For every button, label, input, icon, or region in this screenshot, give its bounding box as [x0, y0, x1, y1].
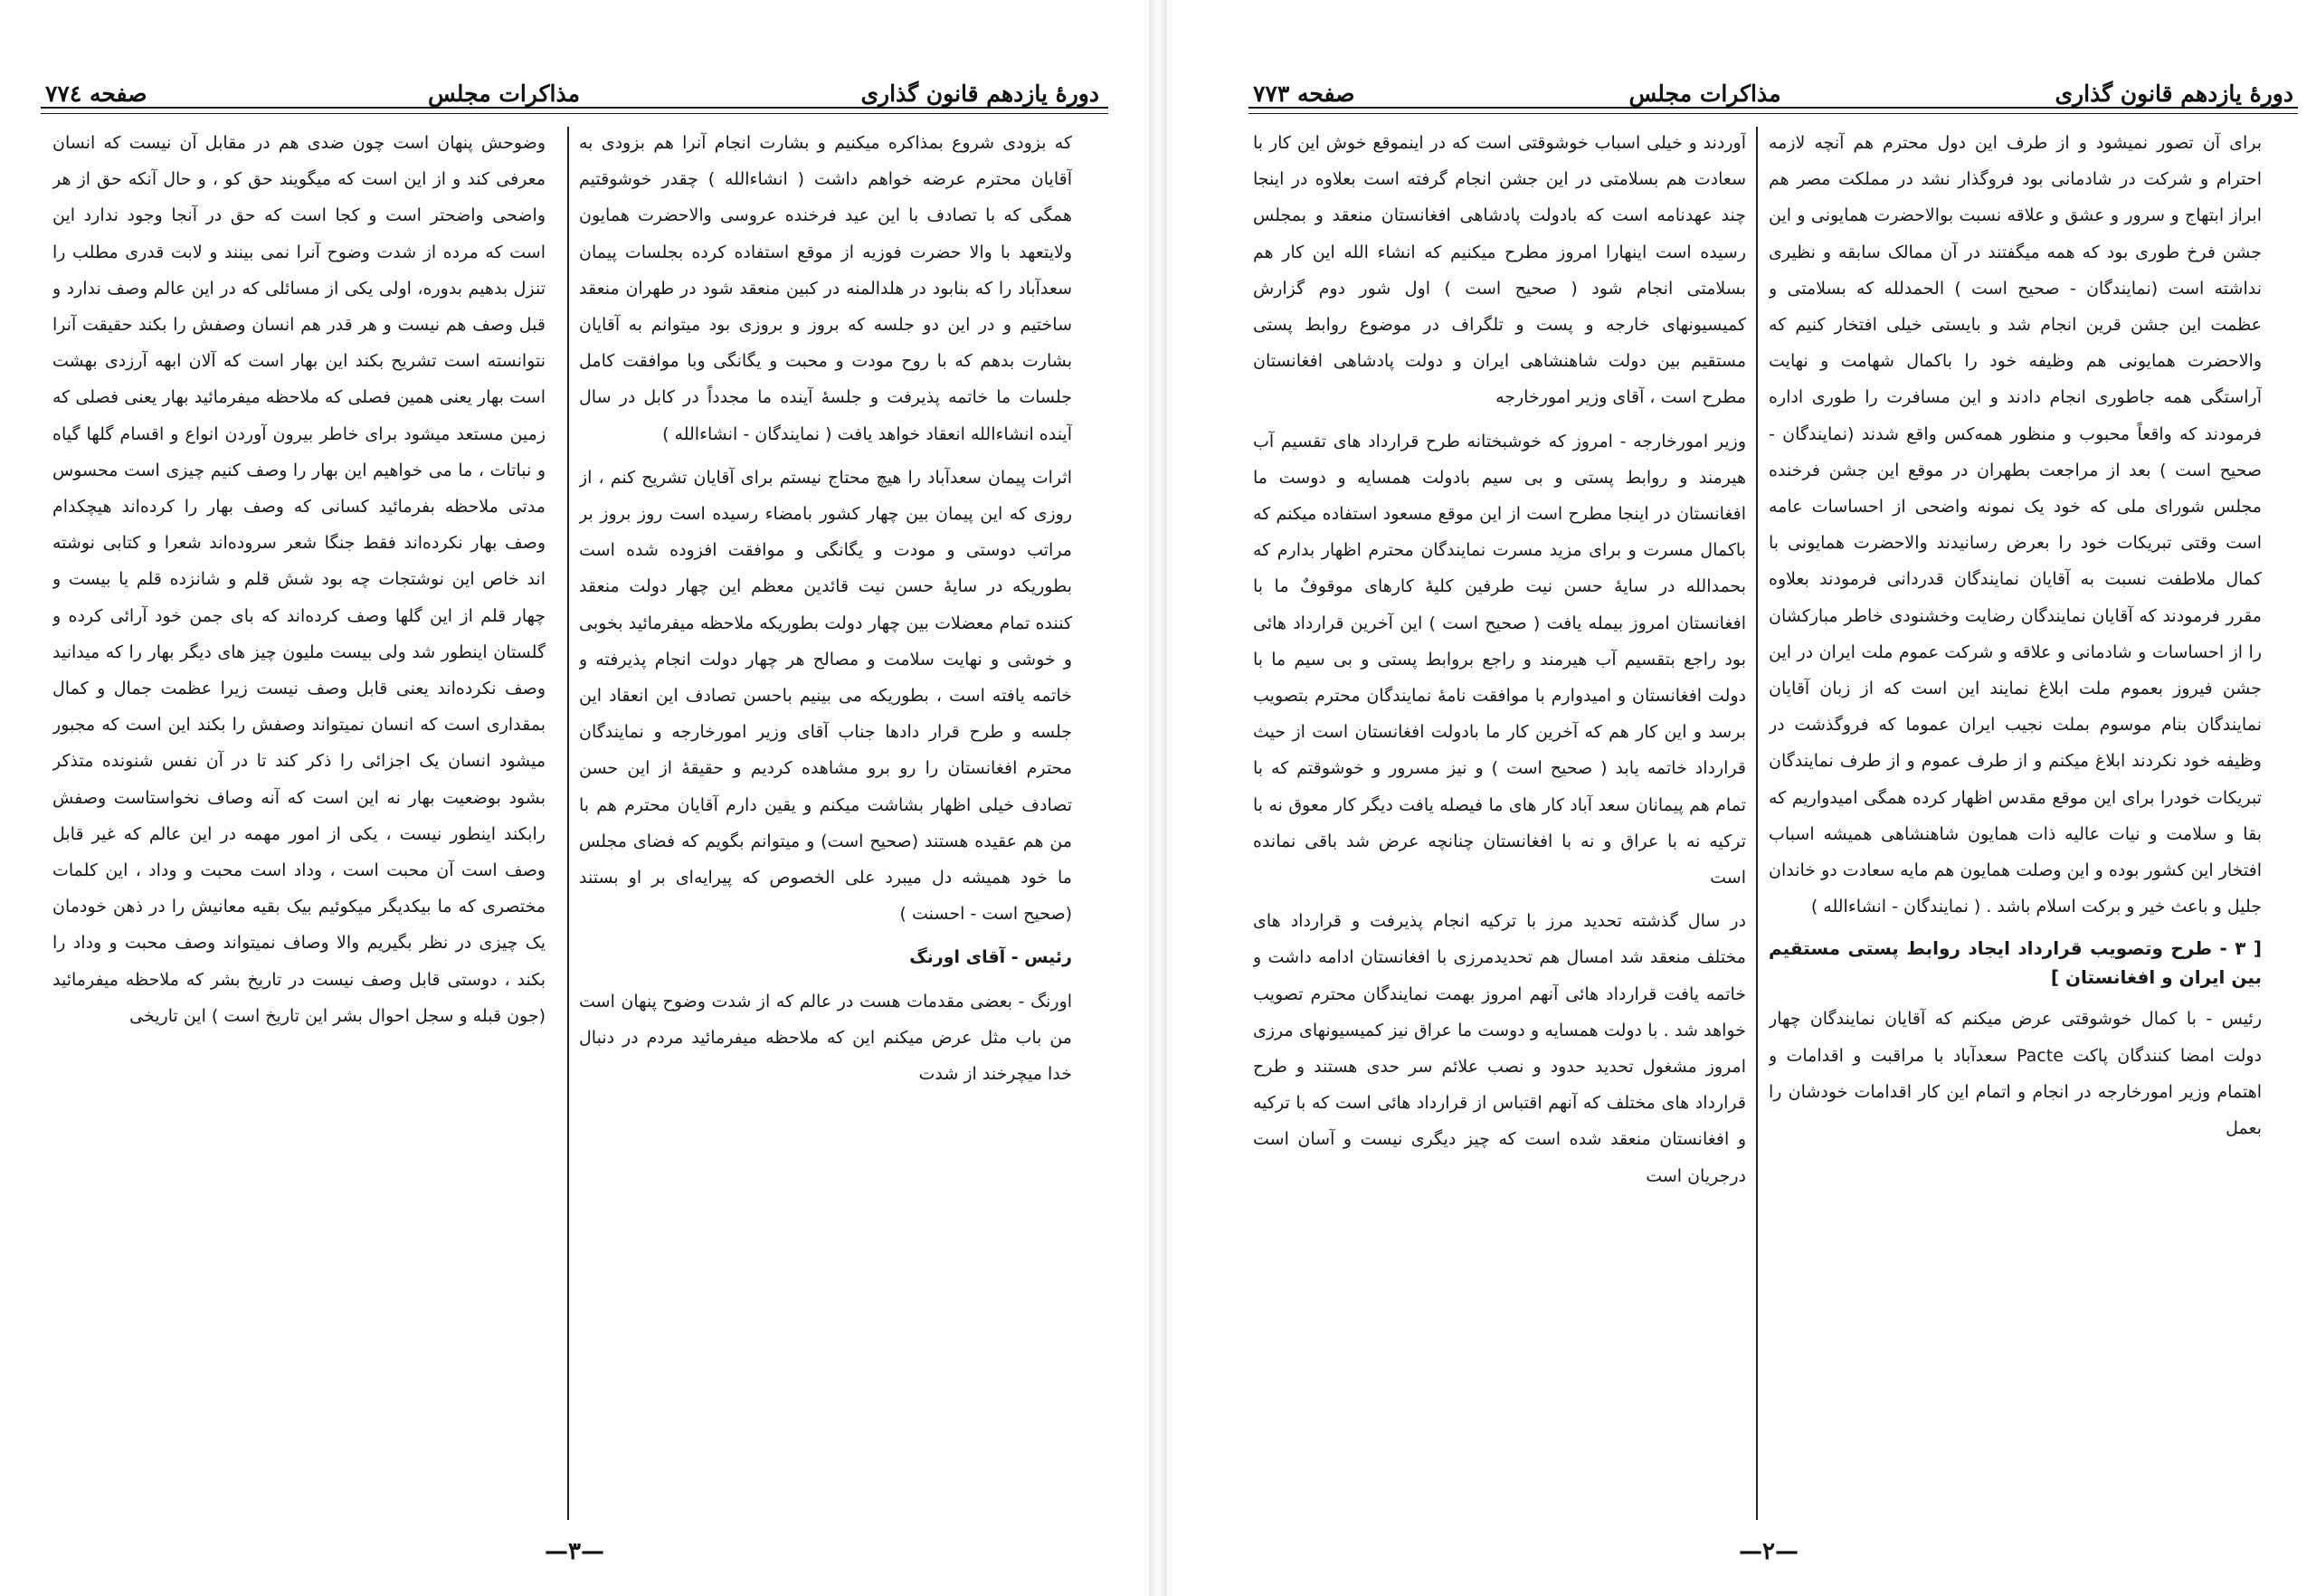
right-header-title: مذاکرات مجلس [1628, 81, 1781, 107]
paragraph: در سال گذشته تحدید مرز با ترکیه انجام پذیرفت و قرارداد های مختلف منعقد شد امسال هم تحدیدمرزی با افغانستان ادامه داشت و خاتمه یافت قرارداد هائی آنهم امروز بهمت نمایندگان محترم تصویب خواهد شد . با دولت همسایه و دوست ما عراق نیز کمیسیونهای مرزی امروز مشغول تحدید حدود و نصب علائم سر حدی هستند و طرح قرارداد های مختلف که آنهم اقتباس از قرارداد هائی است که با ترکیه و افغانستان منعقد شده است که چیز دیگری نیست و آسان است درجریان است [1253, 911, 1746, 1186]
right-header-session: دورهٔ یازدهم قانون گذاری [2055, 81, 2293, 107]
left-header-title: مذاکرات مجلس [427, 81, 580, 107]
right-page-folio: —۲— [1739, 1538, 1799, 1565]
paragraph: وضوحش پنهان است چون ضدی هم در مقابل آن نیست که انسان معرفی کند و از این است که میگویند حق کو ، و حال آنکه حق از هر واضحی واضحتر است و کجا است که حق در آنجا وجود ندارد این است که مرده از شدت وضوح آنرا نمی بینند و لابت قدری مطلب را تنزل بدهیم بدوره، اولی یکی از مسائلی که در این عالم وصف ندارد و قبل وصف هم نیست و هر قدر هم انسان وصفش را بکند حقیقت آنرا نتوانسته است تشریح بکند این بهار است که آلان ابهه آرزدی بهشت است بهار یعنی همین فصلی که ملاحظه میفرمائید بهار یعنی فصلی که زمین مستعد میشود برای خاطر بیرون آوردن انواع و اقسام گلها گیاه و نباتات ، ما می خواهیم این بهار را وصف کنیم چیزی است محسوس مدتی ملاحظه بفرمائید کسانی که وصف بهار را کرده‌اند هیچکدام وصف بهار نکرده‌اند فقط جنگا شعر سروده‌اند شعرا و کتابی نوشته اند خاص این نوشتجات چه بود شش قلم و شانزده قلم یا بیست و چهار قلم از این گلها وصف کرده‌اند که بای جمن خود آرائی کرده و گلستان اینطور شد ولی بیست ملیون چیز های دیگر بهار را که میدانید وصف نکرده‌اند یعنی قابل وصف نیست زیرا عظمت جمال و کمال بمقداری است که انسان نمیتواند وصفش را بکند این است که مجبور میشود انسان یک اجزائی را ذکر کند تا در آن نفس شنونده متذکر بشود بوضعیت بهار نه این است که آنه وصاف نخواستاست وصفش رابکند اینطور نیست ، یکی از امور مهمه در این عالم که غیر قابل وصف است آن محبت است ، وداد است محبت و وداد ، این کلمات مختصری که ما بیکدیگر میکوئیم بیک بقیه معانیش را در ذهن خودمان یک چیزی در نظر بگیریم والا وصاف نمیتواند وصف محبت و وداد را بکند ، دوستی قابل وصف نیست در تاریخ بشر که ملاحظه میفرمائید (جون قبله و سجل احوال بشر این تاریخ است ) این تاریخی [52, 133, 546, 1026]
paragraph: رئیس - با کمال خوشوقتی عرض میکنم که آقایان نمایندگان چهار دولت امضا کنندگان پاکت Pacte سعدآباد با مراقبت و اقدامات و اهتمام وزیر امورخارجه در انجام و اتمام این کار اقدامات خودشان را بعمل [1769, 1009, 2262, 1139]
left-page-column-right [579, 125, 1072, 1518]
speaker-line: رئیس - آقای اورنگ [909, 947, 1072, 968]
paragraph: آوردند و خیلی اسباب خوشوقتی است که در اینموقع خوش این کار با سعادت هم بسلامتی در این جشن انجام گرفته است بعلاوه در اینجا چند عهدنامه است که بادولت پادشاهی افغانستان منعقد و بمجلس رسیده است اینهارا امروز مطرح میکنیم که انشاء الله این کار هم بسلامتی انجام شود ( صحیح است ) اول شور دوم گزارش کمیسیونهای خارجه و پست و تلگراف در موضوع روابط پستی مستقیم بین دولت شاهنشاهی ایران و دولت پادشاهی افغانستان مطرح است ، آقای وزیر امورخارجه [1253, 133, 1746, 408]
left-page-header [45, 71, 1099, 107]
right-page-column-left [1253, 125, 1746, 1518]
paragraph: اورنگ - بعضی مقدمات هست در عالم که از شدت وضوح پنهان است من باب مثل عرض میکنم این که ملاحظه میفرمائید مردم در دنبال خدا میچرخند از شدت [579, 991, 1072, 1085]
right-page-column-right [1769, 125, 2262, 1518]
right-column-separator [1756, 127, 1758, 1520]
right-header-page-label: صفحه ۷۷۳ [1253, 81, 1355, 107]
section-heading: [ ۳ - طرح وتصویب قرارداد ایجاد روابط پستی مستقیم بین ایران و افغانستان ] [1769, 937, 2262, 989]
right-header-rule [1248, 107, 2298, 114]
left-header-session: دورهٔ یازدهم قانون گذاری [860, 81, 1099, 107]
right-page [1167, 0, 2316, 1596]
paragraph: که بزودی شروع بمذاکره میکنیم و بشارت انجام آنرا هم بزودی به آقایان محترم عرضه خواهم داشت ( انشاءالله ) چقدر خوشوقتیم همگی که با تصادف با این عید فرخنده عروسی والاحضرت همایون ولایتعهد با والا حضرت فوزیه از موقع استفاده کرده بجلسات پیمان سعدآباد را که بنابود در هلدالمنه در کبین منعقد شود در طهران منعقد ساختیم و در این دو جلسه که بروز و بروزی بود میتوانم به آقایان بشارت بدهم که با روح مودت و محبت و یگانگی وبا موافقت کامل جلسات ما خاتمه پذیرفت و جلسهٔ آینده ما مجدداً در کابل در سال آینده انشاءالله انعقاد خواهد یافت ( نمایندگان - انشاءالله ) [579, 133, 1072, 444]
left-page-folio: —۳— [545, 1538, 604, 1565]
paragraph: برای آن تصور نمیشود و از طرف این دول محترم هم آنچه لازمه احترام و شرکت در شادمانی بود فروگذار نشد در مملکت مصر هم ابراز ابتهاج و سرور و عشق و علاقه نسبت بوالاحضرت همایونی و این جشن فرخ طوری بود که همه میگفتند در آن ممالک سابقه و نظیری نداشته است (نمایندگان - صحیح است ) الحمدلله که بسلامتی و عظمت این جشن قرین انجام شد و بایستی خیلی افتخار کنیم که والاحضرت همایونی هم وظیفه خود را باکمال شهامت و نهایت آراستگی همه جاطوری انجام دادند و این مسافرت را طوری اداره فرمودند که واقعاً محبوب و منظور همه‌کس واقع شدند (نمایندگان - صحیح است ) بعد از مراجعت بطهران در موقع این جشن فرخنده مجلس شورای ملی که خود یک نمونه واضحی از احساسات عامه است وقتی تبریکات خود را بعرض رسانیدند والاحضرت همایونی با کمال ملاطفت نسبت به آقایان نمایندگان قدردانی فرمودند بعلاوه مقرر فرمودند که آقایان نمایندگان رضایت وخشنودی خاطر مبارکشان را از احساسات و شادمانی و علاقه و شرکت عموم ملت ایران در این جشن فیروز بعموم ملت ابلاغ نمایند این است که از زبان آقایان نمایندگان بنام موسوم بملت نجیب ایران عموما که فروگذشت در وظیفه خود نکردند ابلاغ میکنم و از طرف عموم و از طرف نمایندگان تبریکات خودرا برای این موقع مقدس اظهار کرده همگی امیدواریم که بقا و سلامت و نیات عالیه ذات همایون شاهنشاهی همیشه اسباب افتخار این کشور بوده و این وصلت همایون هم مایه سعادت دو خاندان جلیل و باعث خیر و برکت اسلام باشد . ( نمایندگان - انشاءالله ) [1769, 133, 2262, 917]
left-page [0, 0, 1150, 1596]
left-page-column-left [52, 125, 546, 1518]
left-header-rule [41, 107, 1108, 114]
paragraph: اثرات پیمان سعدآباد را هیچ محتاج نیستم برای آقایان تشریح کنم ، از روزی که این پیمان بین چهار کشور بامضاء رسیده است روز بروز بر مراتب دوستی و مودت و یگانگی و موافقت افزوده شده است بطوریکه در سایهٔ حسن نیت قائدین معظم این چهار دولت منعقد کننده تمام معضلات بین چهار دولت بطوریکه ملاحظه میفرمائید بخوبی و خوشی و نهایت سلامت و مصالح هر چهار دولت انجام پذیرفته و خاتمه یافته است ، بطوریکه می بینیم باحسن تصادف این انعقاد این جلسه و طرح قرار دادها جناب آقای وزیر امورخارجه و نمایندگان محترم افغانستان را رو برو مشاهده کردیم و حقیقهٔ از این حسن تصادف خیلی اظهار بشاشت میکنم و یقین دارم آقایان محترم هم با من هم عقیده هستند (صحیح است) و میتوانم بگویم که فضای مجلس ما خود همیشه دل میبرد علی الخصوص که پیرایه‌ای بر او بستند (صحیح است - احسنت ) [579, 467, 1072, 925]
right-page-header [1253, 71, 2293, 107]
paragraph: وزیر امورخارجه - امروز که خوشبختانه طرح قرارداد های تقسیم آب هیرمند و روابط پستی و بی سیم بادولت همسایه و دوست ما افغانستان در اینجا مطرح است از این موقع مسعود استفاده میکنم که باکمال مسرت و برای مزید مسرت نمایندگان محترم اظهار بدارم که بحمدالله در سایهٔ حسن نیت طرفین کلیهٔ کارهای موقوفٌ ما با افغانستان امروز بیمله یافت ( صحیح است ) این آخرین قرارداد هائی بود راجع بتقسیم آب هیرمند و راجع بروابط پستی و بی سیم ما با دولت افغانستان و امیدوارم با موافقت نامهٔ نمایندگان محترم بتصویب برسد و این کار هم که آخرین کار ما بادولت افغانستان است از حیث قرارداد خاتمه یابد ( صحیح است ) و نیز مسرور و خوشوقتم که با تمام هم پیمانان سعد آباد کار های ما فیصله یافت دیگر کار معوق نه با ترکیه نه با عراق و نه با افغانستان چنانچه عرض شد باقی نمانده است [1253, 431, 1746, 888]
left-column-separator [567, 127, 569, 1520]
book-gutter [1149, 0, 1167, 1596]
left-header-page-label: صفحه ۷۷٤ [45, 81, 147, 107]
